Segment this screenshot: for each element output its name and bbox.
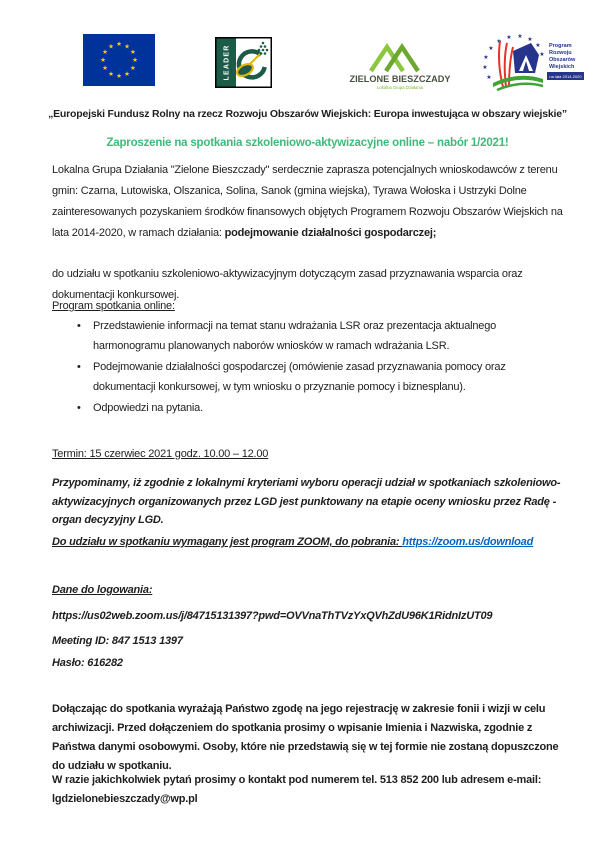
program-bullet-list [52, 317, 564, 421]
zielone-bieszczady-logo-icon [345, 38, 455, 90]
list-item [52, 358, 564, 397]
leader-logo-text: LEADER [223, 44, 231, 81]
prow-logo-text: Wiejskich [549, 64, 575, 70]
eu-star-icon: ★ [124, 43, 130, 51]
reminder-paragraph: Przypominamy, iż zgodnie z lokalnymi kryteriami wyboru operacji udział w spotkaniach szkoleniowo-aktywizacyjnych organizowanych przez LGD jest punktowany na etapie oceny wniosku przez Radę - organ decyzyjny LGD. [52, 477, 561, 526]
login-heading: Dane do logowania: [52, 584, 153, 596]
eu-star-icon: ★ [102, 49, 109, 57]
bullet-icon: • [77, 361, 81, 373]
meeting-id: Meeting ID: 847 1513 1397 [52, 635, 183, 647]
intro-paragraph [52, 160, 564, 244]
prow-logo-text: Rozwoju [549, 50, 572, 56]
eu-flag-icon [83, 34, 155, 86]
prow-logo-years: na lata 2014-2020 [549, 73, 582, 79]
zoom-requirement-text: Do udziału w spotkaniu wymagany jest program ZOOM, do pobrania: [52, 536, 403, 548]
zoom-download-link[interactable]: https://zoom.us/download [402, 536, 534, 548]
bullet-text: Podejmowanie działalności gospodarczej (omówienie zasad przyznawania pomocy oraz dokumentacji konkursowej, w tym wniosku o przyznanie pomocy i biznesplanu). [93, 361, 506, 393]
program-heading: Program spotkania online: [52, 300, 175, 312]
intro-text: Lokalna Grupa Działania "Zielone Bieszczady" serdecznie zaprasza potencjalnych wnioskodawców z terenu gmin: Czarna, Lutowiska, Olszanica, Solina, Sanok (gmina wiejska), Tyrawa Wołoska i Ustrzyki Dolne zainteresowanych pozyskaniem środków finansowych objętych Programem Rozwoju Obszarów Wiejskich na lata 2014-2020, w ramach działania: [52, 164, 563, 239]
prow-star-icon: ★ [539, 52, 545, 58]
eu-star-icon: ★ [129, 65, 136, 73]
contact-email: lgdzielonebieszczady@wp.pl [52, 793, 198, 805]
eu-star-icon: ★ [102, 65, 109, 73]
funding-line: „Europejski Fundusz Rolny na rzecz Rozwoju Obszarów Wiejskich: Europa inwestująca w obszary wiejskie” [48, 108, 567, 120]
prow-star-icon: ★ [488, 46, 494, 52]
contact-text: W razie jakichkolwiek pytań prosimy o kontakt pod numerem tel. 513 852 200 lub adresem e-mail: [52, 774, 542, 786]
intro-bold-measure: podejmowanie działalności gospodarczej [224, 227, 433, 239]
date-line: Termin: 15 czerwiec 2021 godz. 10.00 – 12.00 [52, 448, 269, 460]
bullet-icon: • [77, 320, 81, 332]
eu-star-icon: ★ [116, 41, 122, 49]
contact-paragraph [52, 771, 564, 809]
prow-logo-text: Obszarów [549, 57, 576, 63]
bullet-icon: • [77, 402, 81, 414]
bullet-text: Przedstawienie informacji na temat stanu wdrażania LSR oraz prezentacja aktualnego harmonogramu planowanych naborów wniosków w ramach wdrażania LSR. [93, 320, 497, 352]
zielone-logo-subtitle: Lokalna Grupa Działania [377, 85, 423, 90]
prow-logo-text: Program [549, 43, 572, 49]
eu-star-icon: ★ [132, 57, 138, 65]
consent-paragraph: Dołączając do spotkania wyrażają Państwo zgodę na jego rejestrację w zakresie fonii i wizji w celu archiwizacji. Przed dołączeniem do spotkania prosimy o wpisanie Imienia i Nazwiska, zgodnie z Państwa danymi osobowymi. Osoby, które nie przedstawią się w tej formie nie zostaną dopuszczone do udziału w spotkaniu. [52, 703, 559, 772]
eu-star-icon: ★ [129, 49, 136, 57]
prow-star-icon: ★ [527, 37, 533, 43]
intro-bold-tail: ; [432, 227, 437, 239]
zoom-requirement-line [52, 532, 564, 553]
prow-star-icon: ★ [506, 35, 512, 41]
bullet-text: Odpowiedzi na pytania. [93, 402, 203, 414]
meeting-url: https://us02web.zoom.us/j/84715131397?pwd=OVVnaThTVzYxQVhZdU96K1RidnIzUT09 [52, 610, 493, 622]
prow-star-icon: ★ [535, 43, 541, 49]
invite-paragraph: do udziału w spotkaniu szkoleniowo-aktywizacyjnym dotyczącym zasad przyznawania wsparcia oraz dokumentacji konkursowej. [52, 268, 523, 301]
eu-star-icon: ★ [124, 71, 130, 79]
prow-star-icon: ★ [483, 55, 489, 61]
page-title: Zaproszenie na spotkania szkoleniowo-aktywizacyjne online – nabór 1/2021! [106, 137, 509, 149]
zielone-logo-title: ZIELONE BIESZCZADY [349, 74, 451, 84]
eu-star-icon: ★ [100, 57, 106, 65]
eu-star-icon: ★ [116, 73, 122, 81]
list-item [52, 317, 564, 356]
prow-star-icon: ★ [486, 75, 492, 81]
eu-star-icon: ★ [108, 71, 114, 79]
prow-logo-icon [473, 33, 585, 95]
leader-logo-icon [215, 37, 272, 88]
prow-star-icon: ★ [517, 34, 523, 40]
prow-star-icon: ★ [482, 65, 488, 71]
meeting-password: Hasło: 616282 [52, 657, 123, 669]
eu-star-icon: ★ [108, 43, 114, 51]
prow-star-icon: ★ [496, 39, 502, 45]
list-item [52, 399, 564, 419]
